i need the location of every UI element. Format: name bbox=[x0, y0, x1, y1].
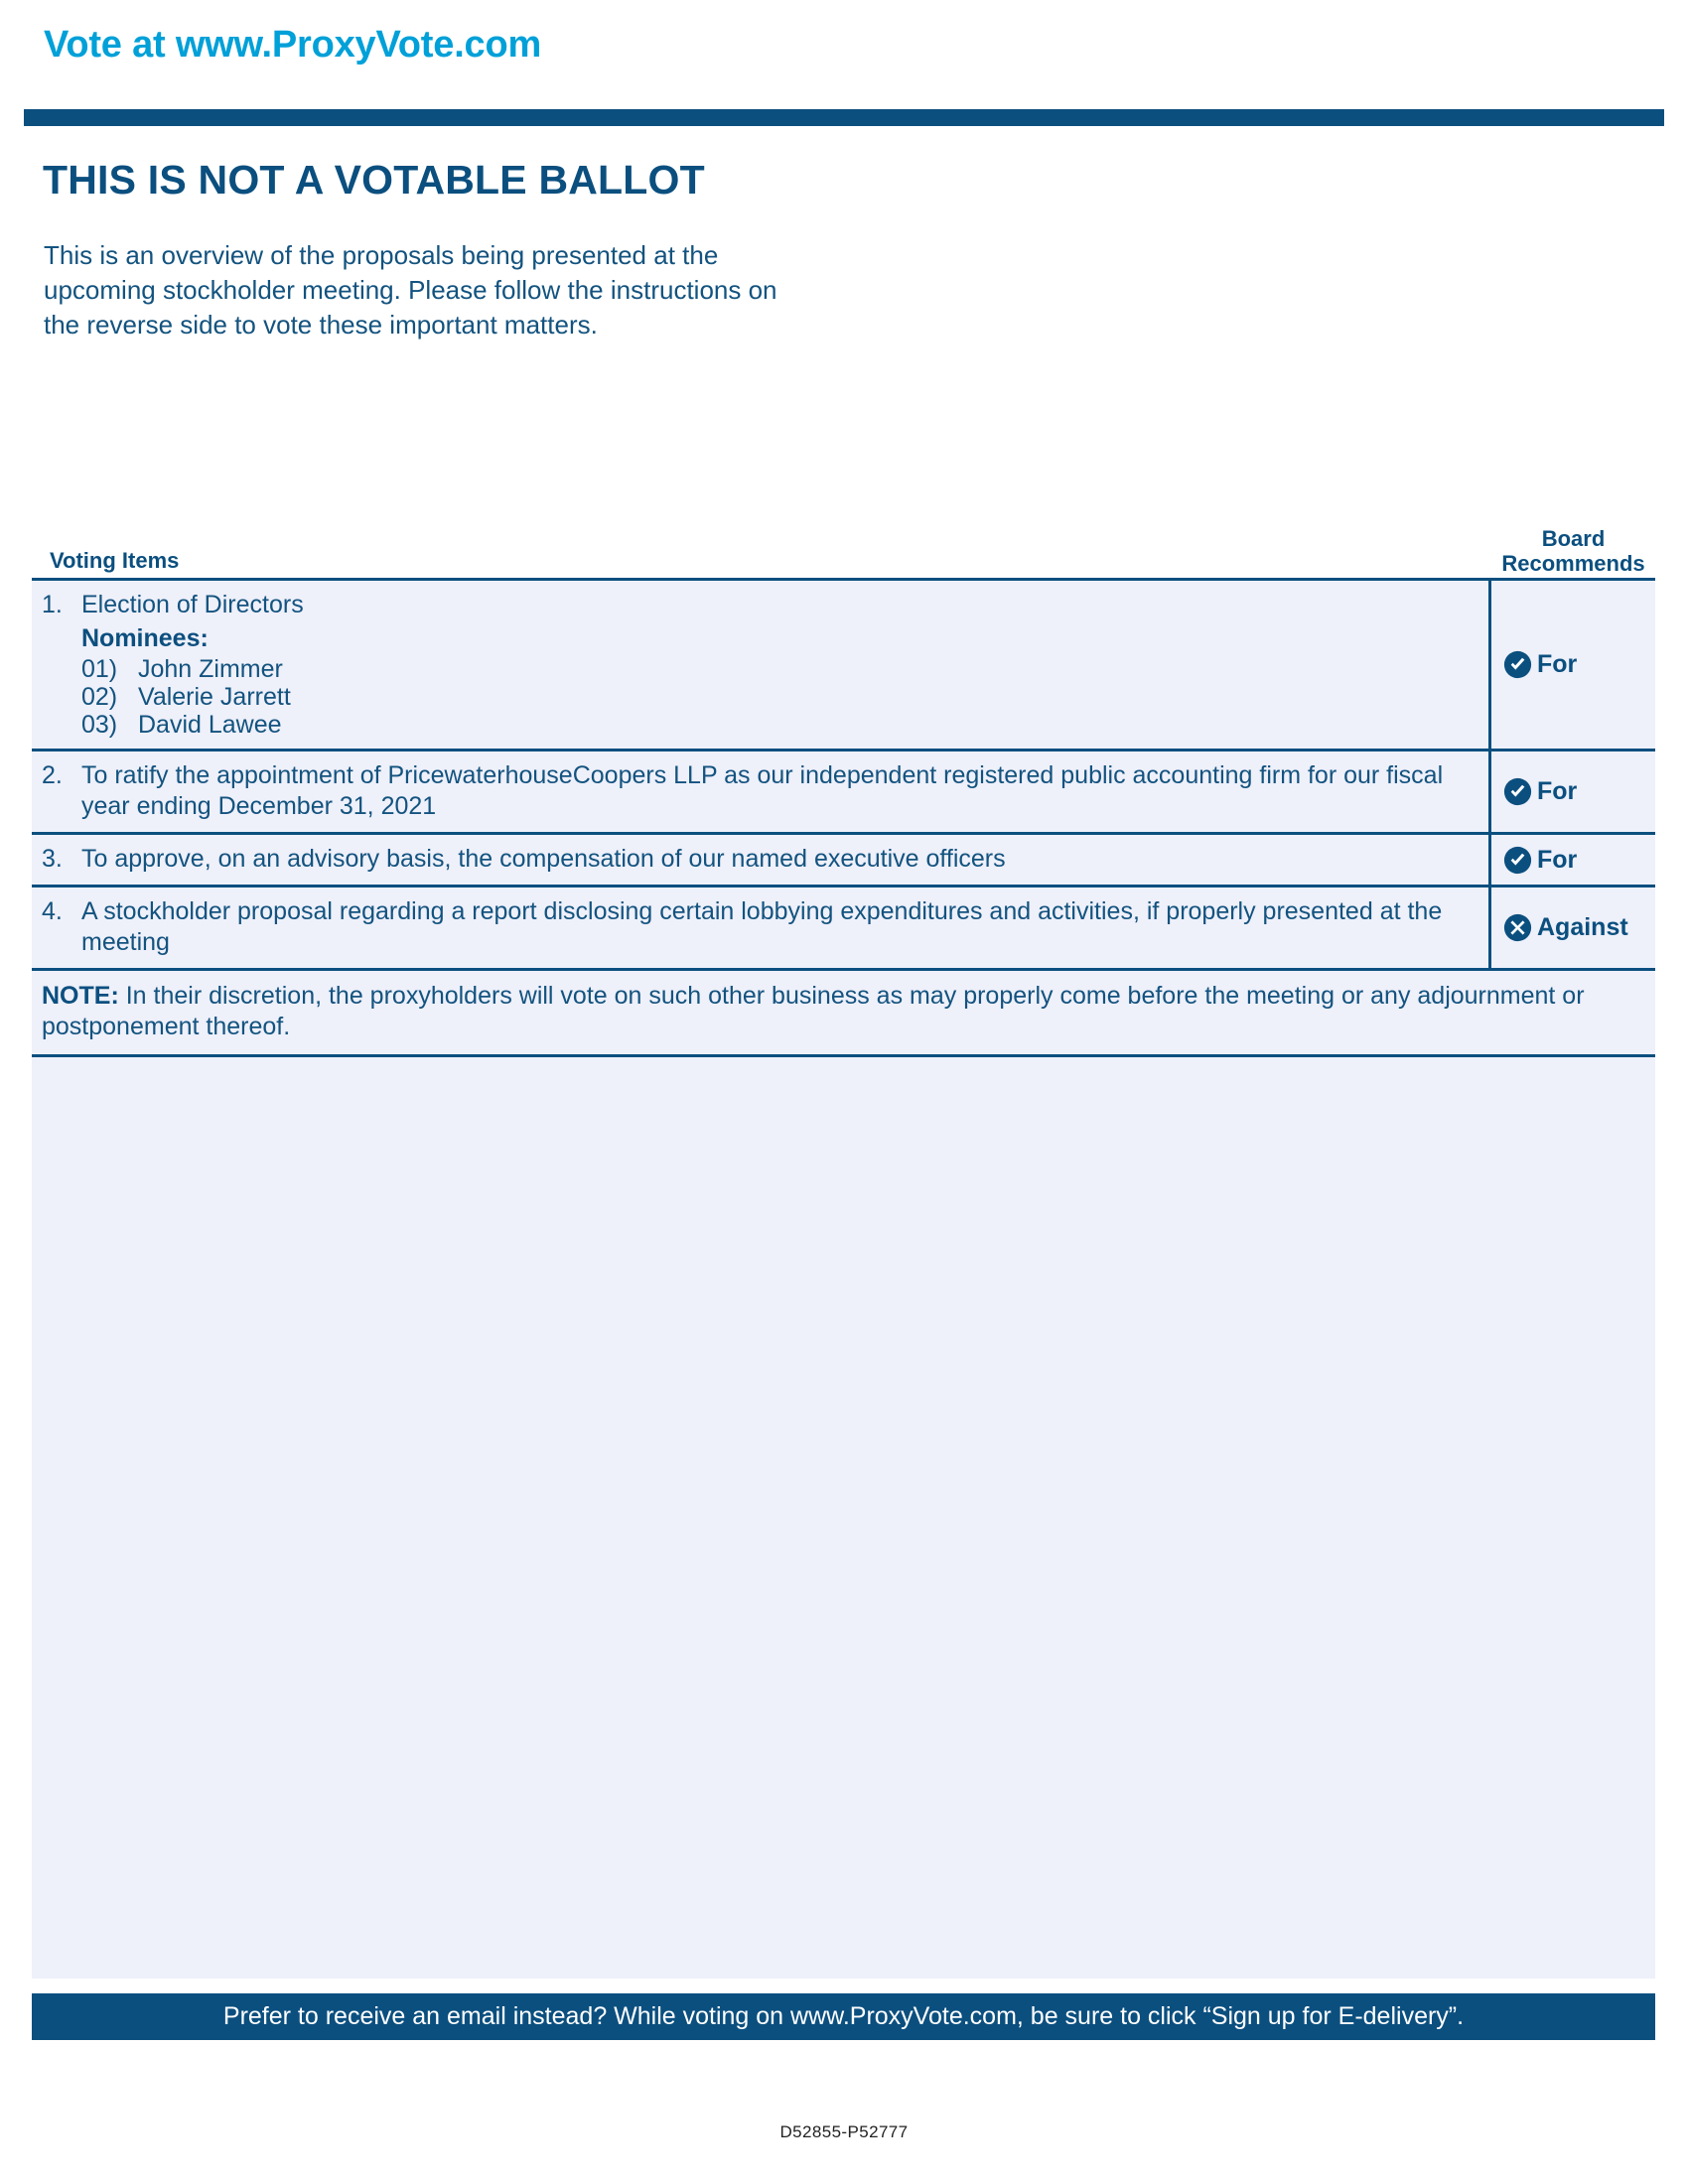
intro-line-3: the reverse side to vote these important matters. bbox=[44, 310, 598, 340]
proposal-text: To ratify the appointment of PricewaterhouseCoopers LLP as our independent registered public accounting firm for our fiscal year ending December 31, 2021 bbox=[81, 761, 1444, 820]
proposal-cell bbox=[32, 835, 1491, 885]
note-row bbox=[32, 971, 1655, 1057]
edelivery-message: Prefer to receive an email instead? While voting on www.ProxyVote.com, be sure to click “Sign up for E-delivery”. bbox=[222, 2002, 1465, 2030]
nominee-number: 01) bbox=[81, 655, 118, 683]
x-circle-icon bbox=[1503, 913, 1532, 942]
recommendation-cell bbox=[1491, 835, 1652, 885]
recommendation-label: For bbox=[1537, 777, 1578, 805]
header-divider-rule bbox=[24, 109, 1664, 126]
proposal-heading bbox=[42, 590, 1478, 620]
nominee-item bbox=[81, 655, 1478, 683]
status-badge bbox=[1503, 846, 1577, 875]
status-badge bbox=[1503, 777, 1577, 806]
recommendation-cell bbox=[1491, 751, 1652, 832]
nominee-number: 02) bbox=[81, 683, 118, 711]
edelivery-footer-bar bbox=[32, 1993, 1655, 2040]
board-recommends-line-2: Recommends bbox=[1501, 551, 1645, 576]
proposal-heading bbox=[42, 760, 1478, 822]
proposal-text: To approve, on an advisory basis, the compensation of our named executive officers bbox=[81, 845, 1006, 873]
nominee-name: Valerie Jarrett bbox=[138, 683, 291, 711]
document-control-number: D52855-P52777 bbox=[779, 2122, 909, 2141]
nominees-label: Nominees: bbox=[81, 624, 209, 652]
table-row bbox=[32, 835, 1655, 887]
recommendation-label: For bbox=[1537, 845, 1578, 874]
proposal-number: 4. bbox=[42, 897, 63, 925]
check-circle-icon bbox=[1503, 777, 1532, 806]
voting-items-table bbox=[32, 516, 1655, 1979]
proposal-number: 3. bbox=[42, 845, 63, 873]
proposal-text: Election of Directors bbox=[81, 591, 304, 618]
proposal-number: 1. bbox=[42, 591, 63, 618]
page-title: THIS IS NOT A VOTABLE BALLOT bbox=[43, 157, 705, 203]
nominee-name: John Zimmer bbox=[138, 655, 283, 683]
nominee-item bbox=[81, 711, 1478, 739]
proposal-cell bbox=[32, 751, 1491, 832]
blank-panel-area bbox=[32, 1057, 1655, 1979]
table-row bbox=[32, 581, 1655, 751]
board-recommends-line-1: Board bbox=[1541, 526, 1606, 551]
recommendation-label: Against bbox=[1537, 913, 1628, 941]
nominee-number: 03) bbox=[81, 711, 118, 739]
column-header-board-recommends bbox=[1491, 526, 1655, 576]
table-body bbox=[32, 578, 1655, 1979]
proposal-cell bbox=[32, 581, 1491, 749]
intro-line-2: upcoming stockholder meeting. Please follow the instructions on bbox=[44, 275, 777, 305]
note-text: In their discretion, the proxyholders will vote on such other business as may properly come before the meeting or any adjournment or postponement thereof. bbox=[42, 982, 1585, 1040]
column-header-voting-items: Voting Items bbox=[50, 548, 180, 573]
table-row bbox=[32, 887, 1655, 971]
check-circle-icon bbox=[1503, 846, 1532, 875]
intro-line-1: This is an overview of the proposals being presented at the bbox=[44, 240, 719, 270]
proposal-cell bbox=[32, 887, 1491, 968]
recommendation-label: For bbox=[1537, 650, 1578, 678]
nominee-item bbox=[81, 683, 1478, 711]
proposal-heading bbox=[42, 896, 1478, 958]
recommendation-cell bbox=[1491, 581, 1652, 749]
status-badge bbox=[1503, 913, 1628, 942]
proposal-number: 2. bbox=[42, 761, 63, 789]
status-badge bbox=[1503, 650, 1577, 679]
table-row bbox=[32, 751, 1655, 835]
check-circle-icon bbox=[1503, 650, 1532, 679]
recommendation-cell bbox=[1491, 887, 1652, 968]
note-label: NOTE: bbox=[42, 982, 119, 1010]
proposal-text: A stockholder proposal regarding a report disclosing certain lobbying expenditures and activities, if properly presented at the meeting bbox=[81, 897, 1443, 956]
intro-paragraph bbox=[44, 238, 838, 342]
table-header bbox=[32, 516, 1655, 578]
nominee-name: David Lawee bbox=[138, 711, 282, 739]
proposal-heading bbox=[42, 844, 1478, 875]
vote-url-title: Vote at www.ProxyVote.com bbox=[44, 24, 542, 66]
